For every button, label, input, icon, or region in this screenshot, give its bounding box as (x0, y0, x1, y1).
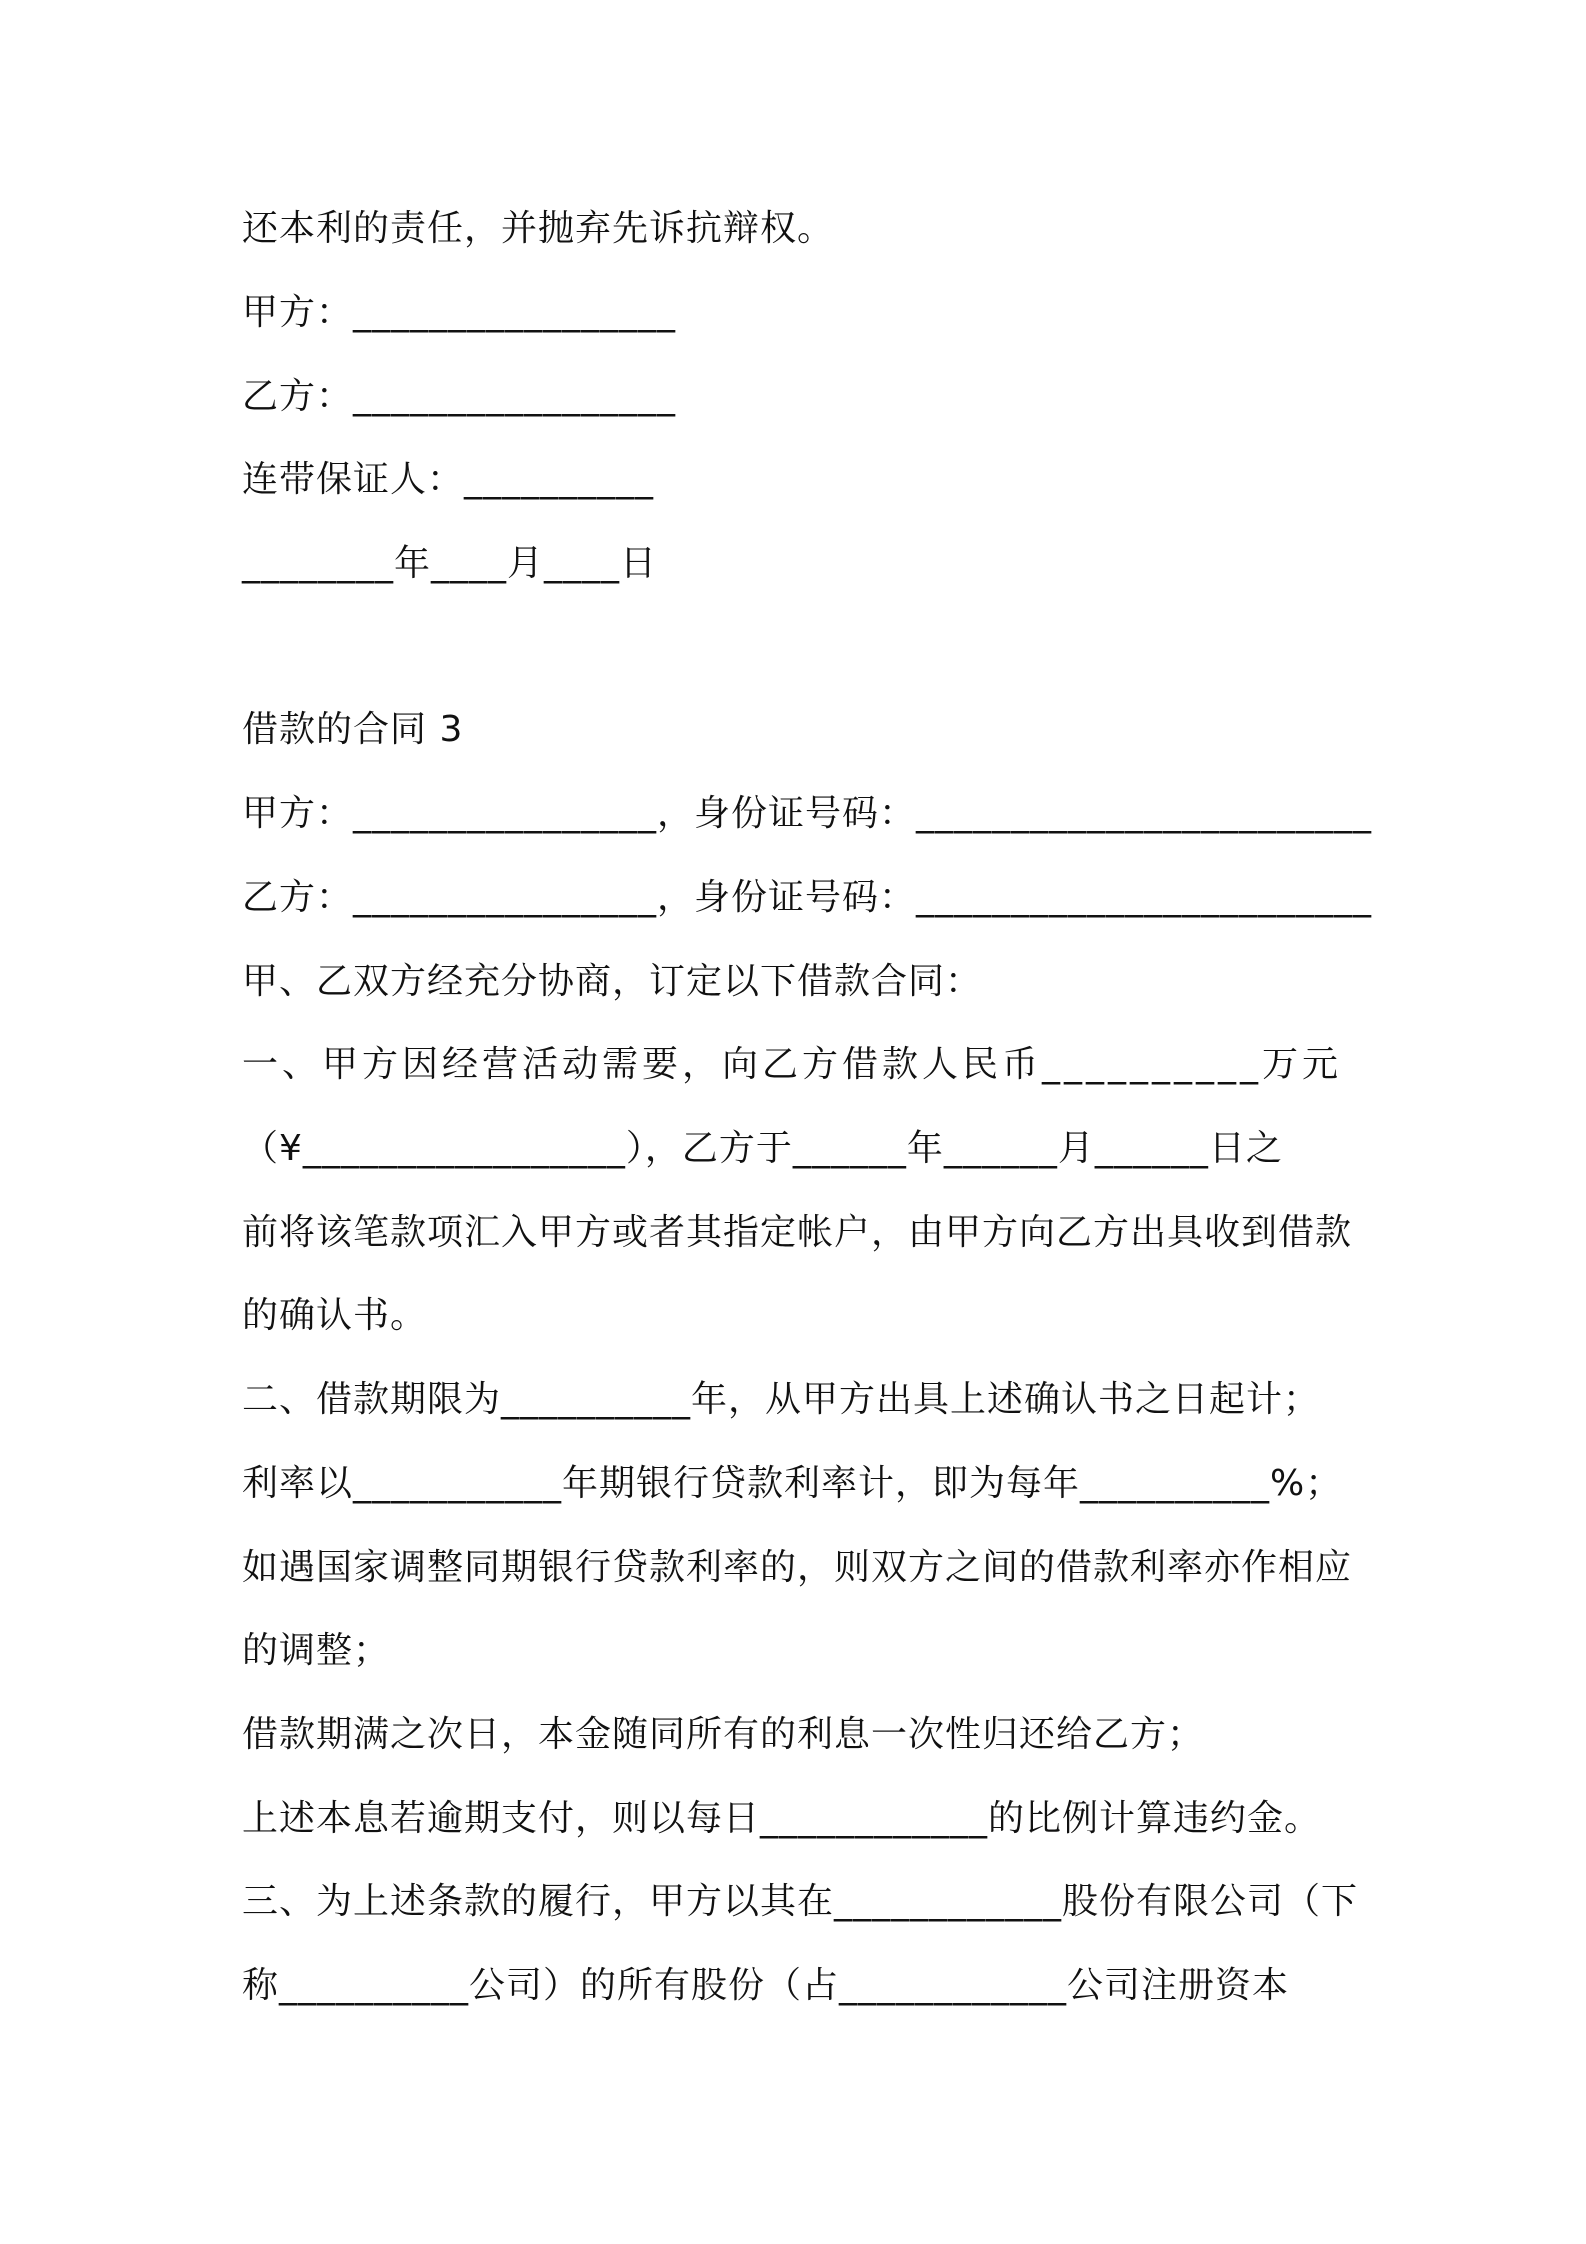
clause-2-line-3: 如遇国家调整同期银行贷款利率的，则双方之间的借款利率亦作相应 (242, 1547, 1353, 1588)
clause-1-line-4: 的确认书。 (242, 1295, 428, 1336)
clause-2-line-6: 上述本息若逾期支付，则以每日____________的比例计算违约金。 (242, 1798, 1322, 1839)
clause-2-line-5: 借款期满之次日，本金随同所有的利息一次性归还给乙方； (242, 1714, 1205, 1755)
contract-title: 借款的合同 3 (242, 709, 464, 750)
date-line: ________年____月____日 (242, 543, 657, 584)
clause-2-line-1: 二、借款期限为__________年，从甲方出具上述确认书之日起计； (242, 1379, 1321, 1420)
clause-3-line-2: 称__________公司）的所有股份（占____________公司注册资本 (242, 1965, 1290, 2006)
party-a-signature-line: 甲方：_________________ (242, 292, 677, 333)
guarantor-signature-line: 连带保证人：__________ (242, 459, 655, 500)
text-line-guarantee-end: 还本利的责任，并抛弃先诉抗辩权。 (242, 208, 835, 249)
clause-1-line-3: 前将该笔款项汇入甲方或者其指定帐户，由甲方向乙方出具收到借款 (242, 1212, 1353, 1253)
clause-2-line-2: 利率以___________年期银行贷款利率计，即为每年__________%； (242, 1463, 1343, 1504)
party-b-id-line: 乙方：________________，身份证号码：________________________ (242, 877, 1373, 918)
clause-2-line-4: 的调整； (242, 1630, 391, 1671)
clause-1-line-1: 一、甲方因经营活动需要，向乙方借款人民币__________万元 (242, 1044, 1343, 1085)
clause-1-line-2: （¥_________________），乙方于______年______月______日之 (242, 1128, 1283, 1169)
party-b-signature-line: 乙方：_________________ (242, 376, 677, 417)
party-a-id-line: 甲方：________________，身份证号码：________________________ (242, 793, 1373, 834)
clause-3-line-1: 三、为上述条款的履行，甲方以其在____________股份有限公司（下 (242, 1881, 1359, 1922)
preamble-line: 甲、乙双方经充分协商，订定以下借款合同： (242, 961, 983, 1002)
